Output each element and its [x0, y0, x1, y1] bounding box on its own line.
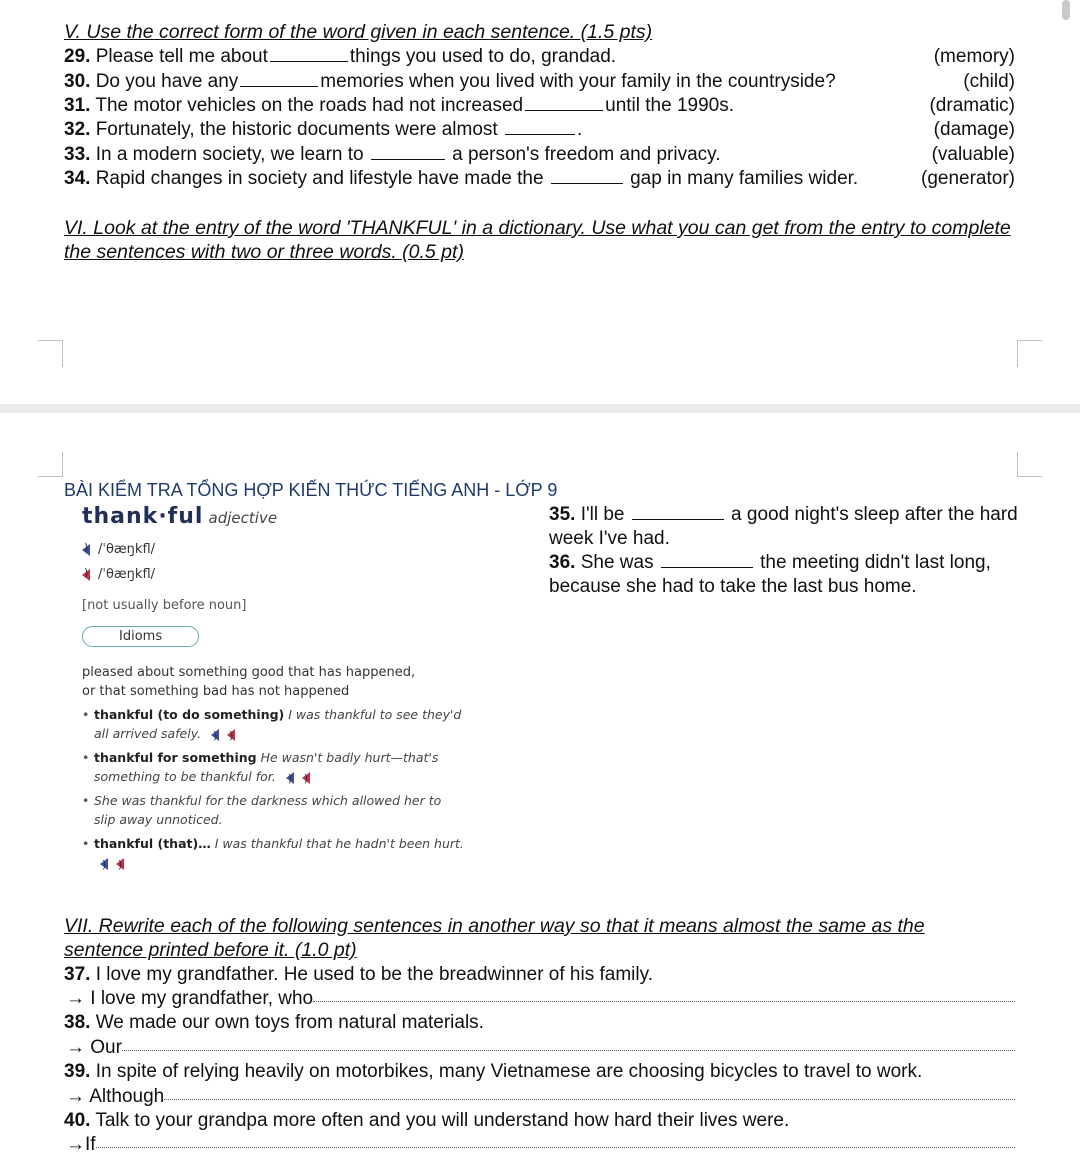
question-32: 32. Fortunately, the historic documents were almost . (damage) [64, 119, 1015, 140]
page-corner-mark [38, 340, 63, 367]
answer-37: → I love my grandfather, who [64, 987, 1015, 1011]
page-break [0, 404, 1080, 413]
speaker-icon[interactable] [227, 729, 235, 741]
page-corner-mark [1017, 452, 1042, 477]
word-hint: (memory) [933, 46, 1015, 67]
answer-line[interactable] [164, 1085, 1015, 1100]
idioms-button[interactable]: Idioms [82, 626, 199, 647]
question-36: 36. She was the meeting didn't last long, because she had to take the last bus home. [549, 552, 991, 597]
word-hint: (child) [963, 71, 1015, 92]
question-33: 33. In a modern society, we learn to a person's freedom and privacy. (valuable) [64, 144, 1015, 165]
word-hint: (valuable) [931, 144, 1015, 165]
grammar-note: [not usually before noun] [82, 598, 247, 613]
word-hint: (dramatic) [929, 95, 1015, 116]
definition: pleased about something good that has happened, or that something bad has not happened [82, 665, 416, 699]
question-37: 37. I love my grandfather. He used to be the breadwinner of his family. [64, 964, 653, 985]
answer-line[interactable] [96, 1133, 1015, 1148]
question-29: 29. Please tell me about things you used to do, grandad. (memory) [64, 46, 1015, 67]
question-38: 38. We made our own toys from natural materials. [64, 1012, 484, 1033]
speaker-icon[interactable] [100, 858, 108, 870]
speaker-icon[interactable] [302, 772, 310, 784]
question-30: 30. Do you have any memories when you lived with your family in the countryside? (child) [64, 71, 1015, 92]
example-2: • thankful for something He wasn't badly hurt—that's something to be thankful for. )) [82, 748, 464, 786]
page-corner-mark [38, 452, 63, 477]
speaker-us-icon[interactable] [82, 569, 90, 581]
scrollbar-thumb[interactable] [1062, 0, 1070, 20]
question-35: 35. I'll be a good night's sleep after the hard week I've had. [549, 504, 1018, 549]
answer-38: → Our [64, 1036, 1015, 1060]
example-4: • thankful (that)… I was thankful that he hadn't been hurt. )) [82, 834, 464, 872]
example-3: • She was thankful for the darkness which allowed her to slip away unnoticed. [82, 791, 464, 829]
word-hint: (damage) [933, 119, 1015, 140]
answer-40: →If [64, 1133, 1015, 1157]
speaker-icon[interactable] [286, 772, 294, 784]
dictionary-entry: thank·ful adjective )/ˈθæŋkfl/ )/ˈθæŋkfl/ [not usually before noun] Idioms pleased about something good that has happened, or that something bad has not happened • thankful (to do something) I was thankful to see they'd all arrived safely. )) • thankful for something He wasn't badly hurt—that's something to be thankful for. )) • She was thankful for the darkness which allowed her to slip away unnoticed. • thankful (that)… I was thankful that he hadn't been hurt. )) [82, 504, 522, 872]
section-5-title: V. Use the correct form of the word given in each sentence. (1.5 pts) [64, 21, 653, 43]
part-of-speech: adjective [208, 509, 278, 527]
page-header: BÀI KIỂM TRA TỔNG HỢP KIẾN THỨC TIẾNG ANH - LỚP 9 [64, 480, 558, 500]
speaker-icon[interactable] [116, 858, 124, 870]
example-1: • thankful (to do something) I was thankful to see they'd all arrived safely. )) [82, 705, 464, 743]
answer-line[interactable] [313, 987, 1015, 1002]
word-hint: (generator) [921, 168, 1015, 189]
speaker-icon[interactable] [211, 729, 219, 741]
question-34: 34. Rapid changes in society and lifestyle have made the gap in many families wider. (generator) [64, 168, 1015, 189]
headword: thank·ful [82, 504, 204, 529]
page-corner-mark [1017, 340, 1042, 367]
section-7-title: VII. Rewrite each of the following sentences in another way so that it means almost the same as the sentence printed before it. (1.0 pt) [64, 915, 925, 961]
answer-line[interactable] [122, 1036, 1015, 1051]
section-6-title: VI. Look at the entry of the word 'THANKFUL' in a dictionary. Use what you can get from the entry to complete the sentences with two or three words. (0.5 pt) [64, 217, 1011, 263]
question-40: 40. Talk to your grandpa more often and you will understand how hard their lives were. [64, 1110, 790, 1131]
speaker-uk-icon[interactable] [82, 544, 90, 556]
question-31: 31. The motor vehicles on the roads had not increased until the 1990s. (dramatic) [64, 95, 1015, 116]
answer-39: → Although [64, 1085, 1015, 1109]
question-39: 39. In spite of relying heavily on motorbikes, many Vietnamese are choosing bicycles to travel to work. [64, 1061, 923, 1082]
